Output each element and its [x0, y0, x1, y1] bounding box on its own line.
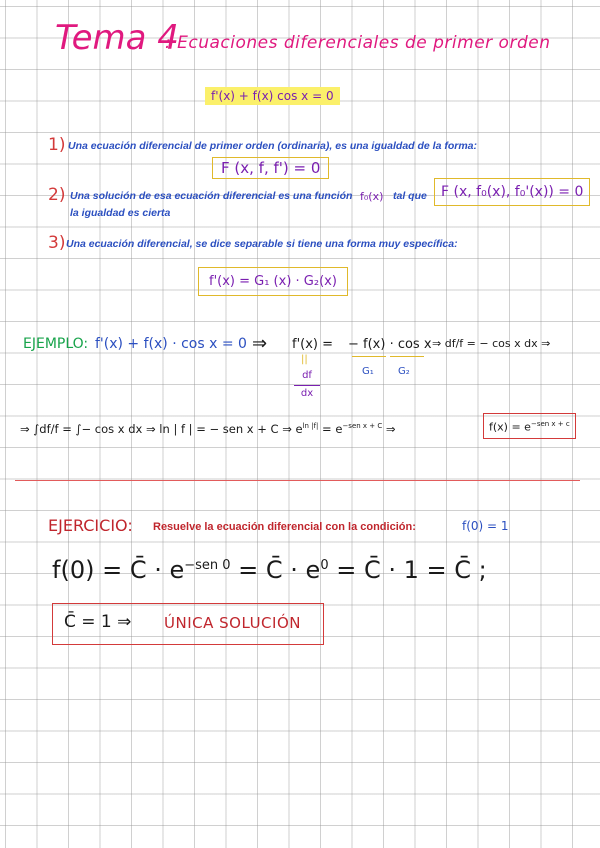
ejemplo-label: EJEMPLO: [23, 336, 89, 352]
ejemplo-dfdx-numerator: df [302, 370, 312, 381]
ejemplo-arrow: ⇒ [252, 333, 268, 354]
definition-2-number: 2) [48, 185, 66, 205]
ejemplo-equals-mark: || [301, 354, 308, 365]
page-subtitle: : Ecuaciones diferenciales de primer orden [165, 33, 551, 53]
ejemplo-fprime: f'(x) = [292, 337, 334, 352]
ejercicio-label: EJERCICIO: [48, 516, 133, 535]
ejemplo-equation: f'(x) + f(x) · cos x = 0 [95, 336, 247, 352]
ejemplo-result-box [483, 413, 576, 439]
ejercicio-calc-a: f(0) = C̄ · e [52, 556, 185, 584]
ejemplo-line2-exp1: ln |f| [302, 422, 319, 431]
ejemplo-line2-main: ⇒ ∫df/f = ∫− cos x dx ⇒ ln | f | = − sen x + C ⇒ e [20, 422, 303, 436]
ejemplo-dfdx-bar [294, 385, 320, 386]
ejemplo-result: f(x) = e [489, 420, 531, 434]
page-title: Tema 4 [55, 18, 179, 58]
ejercicio-calc-b: = C̄ · e [230, 556, 321, 584]
definition-2-text-b: tal que [393, 190, 427, 202]
ejemplo-step: ⇒ df/f = − cos x dx ⇒ [432, 337, 551, 350]
ejemplo-line2-mid: = e [318, 422, 343, 436]
ejemplo-result-exp: −sen x + c [530, 420, 570, 428]
ejercicio-answer-a: C̄ = 1 ⇒ [64, 612, 132, 632]
ejercicio-text: Resuelve la ecuación diferencial con la condición: [153, 521, 416, 533]
ejercicio-calculation [52, 556, 487, 584]
definition-2-function: f₀(x) [360, 190, 384, 203]
definition-2-formula: F (x, f₀(x), f₀'(x)) = 0 [434, 178, 590, 206]
ejemplo-rhs: − f(x) · cos x [348, 337, 432, 352]
main-equation: f'(x) + f(x) cos x = 0 [205, 87, 340, 105]
definition-3-text: Una ecuación diferencial, se dice separable si tiene una forma muy específica: [66, 238, 458, 250]
ejercicio-calc-exp2: 0 [320, 558, 329, 573]
ejercicio-answer-b: ÚNICA SOLUCIÓN [164, 614, 301, 632]
ejemplo-line2 [20, 422, 396, 436]
ejercicio-condition: f(0) = 1 [462, 519, 509, 533]
brace-g1 [352, 356, 386, 357]
ejemplo-line2-exp2: −sen x + C [342, 422, 383, 431]
definition-1-number: 1) [48, 135, 66, 155]
ejemplo-g1: G₁ [362, 366, 374, 377]
definition-3-number: 3) [48, 233, 66, 253]
definition-2-text-c: la igualdad es cierta [70, 207, 171, 219]
definition-3-formula: f'(x) = G₁ (x) · G₂(x) [198, 267, 348, 296]
ejemplo-line2-arrow: ⇒ [382, 422, 396, 436]
ejemplo-dfdx-denominator: dx [300, 388, 314, 399]
definition-1-formula: F (x, f, f') = 0 [212, 157, 329, 179]
definition-2-text-a: Una solución de esa ecuación diferencial es una función [70, 190, 353, 202]
ejercicio-calc-c: = C̄ · 1 = C̄ ; [328, 556, 487, 584]
brace-g2 [390, 356, 424, 357]
definition-1-text: Una ecuación diferencial de primer orden (ordinaria), es una igualdad de la forma: [68, 140, 478, 152]
ejercicio-calc-exp: −sen 0 [184, 558, 231, 573]
section-divider [15, 480, 580, 481]
ejemplo-g2: G₂ [398, 366, 410, 377]
